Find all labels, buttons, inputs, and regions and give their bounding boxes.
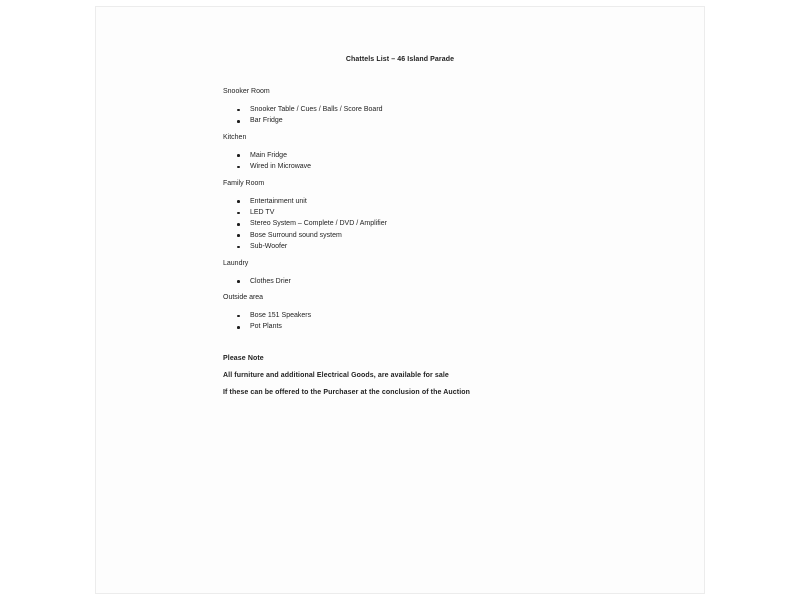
section-kitchen bbox=[96, 132, 704, 173]
item-list bbox=[96, 196, 704, 253]
section-heading: Outside area bbox=[223, 294, 264, 302]
section-heading: Laundry bbox=[223, 259, 249, 267]
list-item: Stereo System – Complete / DVD / Amplifier bbox=[250, 218, 704, 229]
list-item: Main Fridge bbox=[250, 150, 704, 161]
list-item: Sub-Woofer bbox=[250, 241, 704, 252]
item-list bbox=[96, 276, 704, 287]
section-outside-area bbox=[96, 292, 704, 333]
item-list bbox=[96, 104, 704, 127]
section-heading: Family Room bbox=[223, 179, 265, 187]
section-heading: Kitchen bbox=[223, 133, 247, 141]
section-snooker-room bbox=[96, 86, 704, 127]
list-item: Wired in Microwave bbox=[250, 161, 704, 172]
notes-block bbox=[223, 353, 704, 398]
list-item: Entertainment unit bbox=[250, 196, 704, 207]
list-item: LED TV bbox=[250, 207, 704, 218]
notes-line: If these can be offered to the Purchaser at the conclusion of the Auction bbox=[223, 388, 471, 396]
list-item: Bose Surround sound system bbox=[250, 230, 704, 241]
list-item: Clothes Drier bbox=[250, 276, 704, 287]
notes-heading: Please Note bbox=[223, 354, 264, 362]
list-item: Bose 151 Speakers bbox=[250, 310, 704, 321]
document-page bbox=[95, 6, 705, 594]
notes-line: All furniture and additional Electrical Goods, are available for sale bbox=[223, 371, 449, 379]
list-item: Snooker Table / Cues / Balls / Score Board bbox=[250, 104, 704, 115]
document-title: Chattels List – 46 Island Parade bbox=[345, 56, 455, 63]
document-content bbox=[96, 7, 704, 398]
section-heading: Snooker Room bbox=[223, 88, 270, 95]
list-item: Bar Fridge bbox=[250, 115, 704, 126]
item-list bbox=[96, 310, 704, 333]
item-list bbox=[96, 150, 704, 173]
list-item: Pot Plants bbox=[250, 321, 704, 332]
section-laundry bbox=[96, 258, 704, 287]
section-family-room bbox=[96, 178, 704, 253]
